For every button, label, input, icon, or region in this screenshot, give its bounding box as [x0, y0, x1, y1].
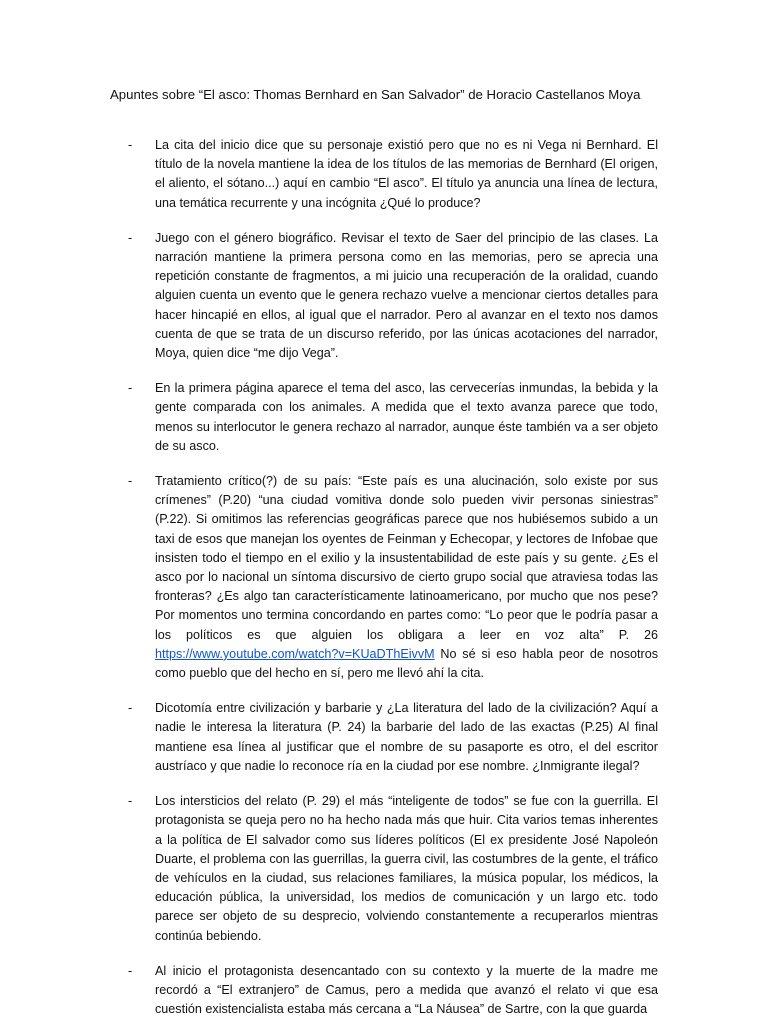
bullet-dash: -	[128, 701, 133, 716]
bullet-dash: -	[128, 963, 133, 978]
list-item-text: Dicotomía entre civilización y barbarie y ¿La literatura del lado de la civilización? Aquí a nadie le interesa la literatura (P. 24) la barbarie del lado de las exactas (P.25) Al final mantiene esa línea al justificar que el nombre de su pasaporte es otro, el del escritor austríaco y que nadie lo reconoce ría en la ciudad por ese nombre. ¿Inmigrante ilegal?	[155, 701, 658, 773]
list-item-text: Juego con el género biográfico. Revisar el texto de Saer del principio de las clases. La narración mantiene la primera persona como en las memorias, pero se aprecia una repetición constante de fragmentos, a mi juicio una recuperación de la oralidad, cuando alguien cuenta un evento que le genera rechazo vuelve a mencionar ciertos detalles para hacer hincapié en ellos, al igual que el narrador. Pero al avanzar en el texto nos damos cuenta de que se trata de un discurso referido, por las únicas acotaciones del narrador, Moya, quien dice “me dijo Vega”.	[155, 230, 658, 361]
list-item	[128, 136, 658, 213]
bullet-dash: -	[128, 138, 133, 152]
list-item-text: La cita del inicio dice que su personaje existió pero que no es ni Vega ni Bernhard. El título de la novela mantiene la idea de los títulos de las memorias de Bernhard (El origen, el aliento, el sótano...) aquí en cambio “El asco”. El título ya anuncia una línea de lectura, una temática recurrente y una incógnita ¿Qué lo produce?	[155, 138, 658, 210]
bullet-dash: -	[128, 794, 133, 809]
list-item	[128, 379, 658, 456]
document-title: Apuntes sobre “El asco: Thomas Bernhard en San Salvador” de Horacio Castellanos Moya	[110, 87, 641, 102]
list-item-text: Los intersticios del relato (P. 29) el más “inteligente de todos” se fue con la guerrilla. El protagonista se queja pero no ha hecho nada más que huir. Cita varios temas inherentes a la política de El salvador como sus líderes políticos (El ex presidente José Napoleón Duarte, el problema con las guerrillas, la guerra civil, las costumbres de la gente, el tráfico de vehículos en la ciudad, sus relaciones familiares, la música popular, los médicos, la educación pública, la universidad, los medios de comunicación y un largo etc. todo parece ser objeto de su desprecio, volviendo constantemente a recuperarlos mientras continúa bebiendo.	[155, 794, 658, 943]
list-item	[128, 962, 658, 1020]
bullet-dash: -	[128, 474, 133, 489]
list-item	[128, 792, 658, 946]
list-item	[128, 472, 658, 683]
list-item-text: Al inicio el protagonista desencantado con su contexto y la muerte de la madre me recordó a “El extranjero” de Camus, pero a medida que avanzó el relato vi que esa cuestión existencialista estaba más cercana a “La Náusea” de Sartre, con la que guarda	[155, 963, 658, 1017]
youtube-link[interactable]: https://www.youtube.com/watch?v=KUaDThEivvM	[155, 646, 435, 661]
list-item	[128, 229, 658, 363]
bullet-dash: -	[128, 230, 133, 245]
list-item-text-part: No sé si eso habla peor de nosotros como pueblo que del hecho en sí, pero me llevó ahí la cita.	[155, 646, 658, 681]
notes-list	[128, 136, 658, 1035]
list-item-text	[155, 472, 658, 683]
list-item-text: En la primera página aparece el tema del asco, las cervecerías inmundas, la bebida y la gente comparada con los animales. A medida que el texto avanza parece que todo, menos su interlocutor le genera rechazo al narrador, aunque éste también va a ser objeto de su asco.	[155, 381, 658, 453]
bullet-dash: -	[128, 381, 133, 396]
list-item-text-part: Tratamiento crítico(?) de su país: “Este país es una alucinación, solo existe por sus crímenes” (P.20) “una ciudad vomitiva donde solo pueden vivir personas siniestras” (P.22). Si omitimos las referencias geográficas parece que nos hubiésemos subido a un taxi de esos que manejan los oyentes de Feinman y Echecopar, y lectores de Infobae que insisten todo el tiempo en el exilio y la insustentabilidad de este país y su gente. ¿Es el asco por lo nacional un síntoma discursivo de cierto grupo social que atraviesa todas las fronteras? ¿Es algo tan característicamente latinoamericano, por mucho que nos pese? Por momentos uno termina concordando en partes como: “Lo peor que le podría pasar a los políticos es que alguien los obligara a leer en voz alta” P. 26	[155, 474, 658, 642]
list-item	[128, 699, 658, 776]
